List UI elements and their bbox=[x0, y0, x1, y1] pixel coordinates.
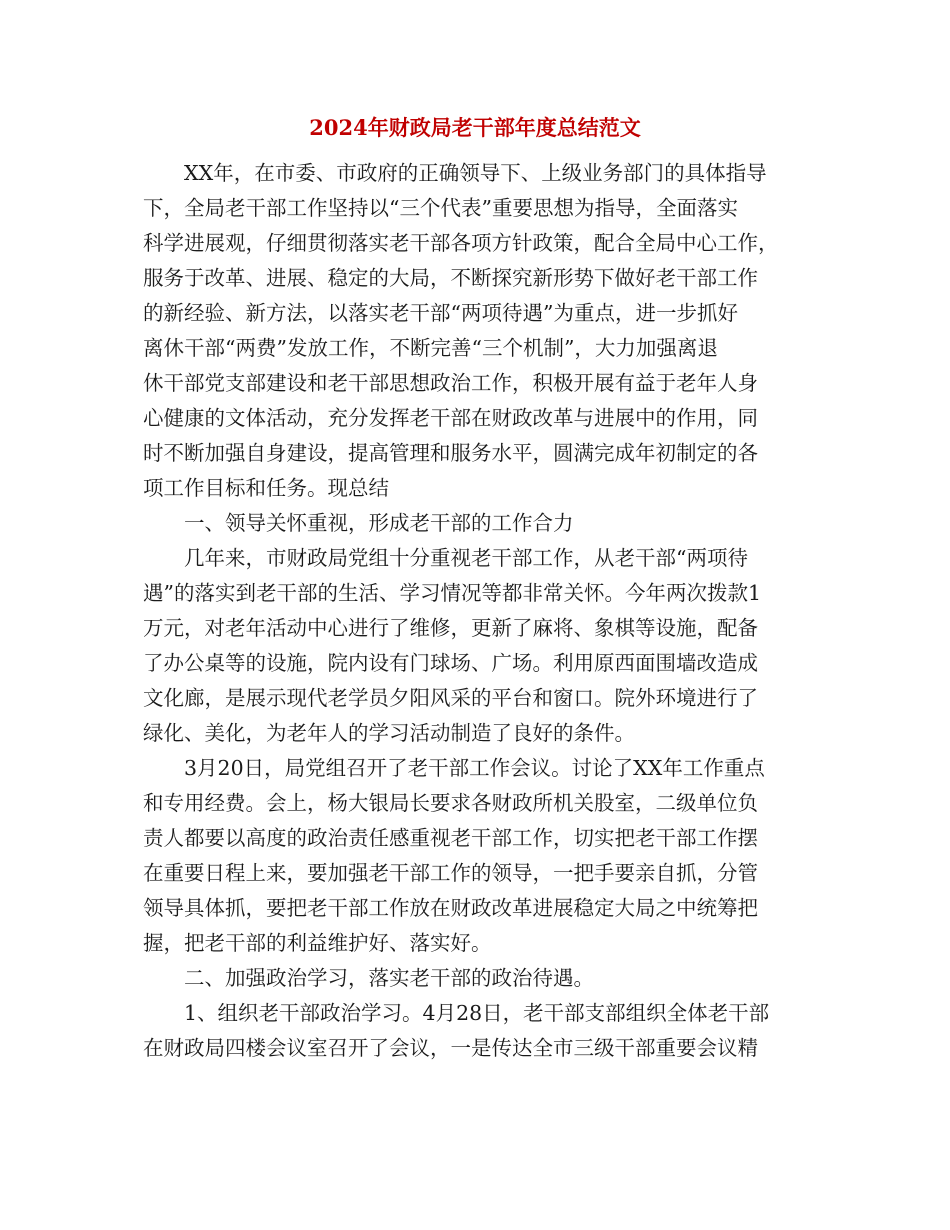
text-line: 和专用经费。会上，杨大银局长要求各财政所机关股室，二级单位负 bbox=[143, 791, 758, 815]
text-line: 遇”的落实到老干部的生活、学习情况等都非常关怀。今年两次拨款1 bbox=[143, 581, 762, 605]
text-line: 领导具体抓，要把老干部工作放在财政改革进展稳定大局之中统筹把 bbox=[143, 896, 758, 920]
text-line: 责人都要以高度的政治责任感重视老干部工作，切实把老干部工作摆 bbox=[143, 826, 758, 850]
text-line: 3月20日，局党组召开了老干部工作会议。讨论了XX年工作重点 bbox=[184, 756, 765, 780]
section-heading: 二、加强政治学习，落实老干部的政治待遇。 bbox=[184, 966, 594, 990]
text-line: 离休干部“两费”发放工作，不断完善“三个机制”，大力加强离退 bbox=[143, 336, 718, 360]
text-line: XX年，在市委、市政府的正确领导下、上级业务部门的具体指导 bbox=[184, 161, 767, 185]
text-line: 了办公桌等的设施，院内设有门球场、广场。利用原西面围墙改造成 bbox=[143, 651, 758, 675]
text-line: 下，全局老干部工作坚持以“三个代表”重要思想为指导，全面落实 bbox=[143, 196, 738, 220]
document-title: 2024年财政局老干部年度总结范文 bbox=[309, 115, 641, 140]
text-line: 时不断加强自身建设，提高管理和服务水平，圆满完成年初制定的各 bbox=[143, 441, 758, 465]
text-line: 万元，对老年活动中心进行了维修，更新了麻将、象棋等设施，配备 bbox=[143, 616, 758, 640]
text-line: 1、组织老干部政治学习。4月28日，老干部支部组织全体老干部 bbox=[184, 1001, 770, 1025]
document-body bbox=[143, 156, 813, 1066]
text-line: 科学进展观，仔细贯彻落实老干部各项方针政策，配合全局中心工作， bbox=[143, 231, 779, 255]
text-line: 几年来，市财政局党组十分重视老干部工作，从老干部“两项待 bbox=[184, 546, 748, 570]
section-heading: 一、领导关怀重视，形成老干部的工作合力 bbox=[184, 511, 574, 535]
text-line: 文化廊，是展示现代老学员夕阳风采的平台和窗口。院外环境进行了 bbox=[143, 686, 758, 710]
text-line: 项工作目标和任务。现总结 bbox=[143, 476, 389, 500]
text-line: 休干部党支部建设和老干部思想政治工作，积极开展有益于老年人身 bbox=[143, 371, 758, 395]
text-line: 握，把老干部的利益维护好、落实好。 bbox=[143, 931, 492, 955]
text-line: 在财政局四楼会议室召开了会议，一是传达全市三级干部重要会议精 bbox=[143, 1036, 758, 1060]
text-line: 在重要日程上来，要加强老干部工作的领导，一把手要亲自抓，分管 bbox=[143, 861, 758, 885]
text-line: 服务于改革、进展、稳定的大局，不断探究新形势下做好老干部工作 bbox=[143, 266, 758, 290]
text-line: 心健康的文体活动，充分发挥老干部在财政改革与进展中的作用，同 bbox=[143, 406, 758, 430]
text-line: 绿化、美化，为老年人的学习活动制造了良好的条件。 bbox=[143, 721, 635, 745]
text-line: 的新经验、新方法，以落实老干部“两项待遇”为重点，进一步抓好 bbox=[143, 301, 738, 325]
